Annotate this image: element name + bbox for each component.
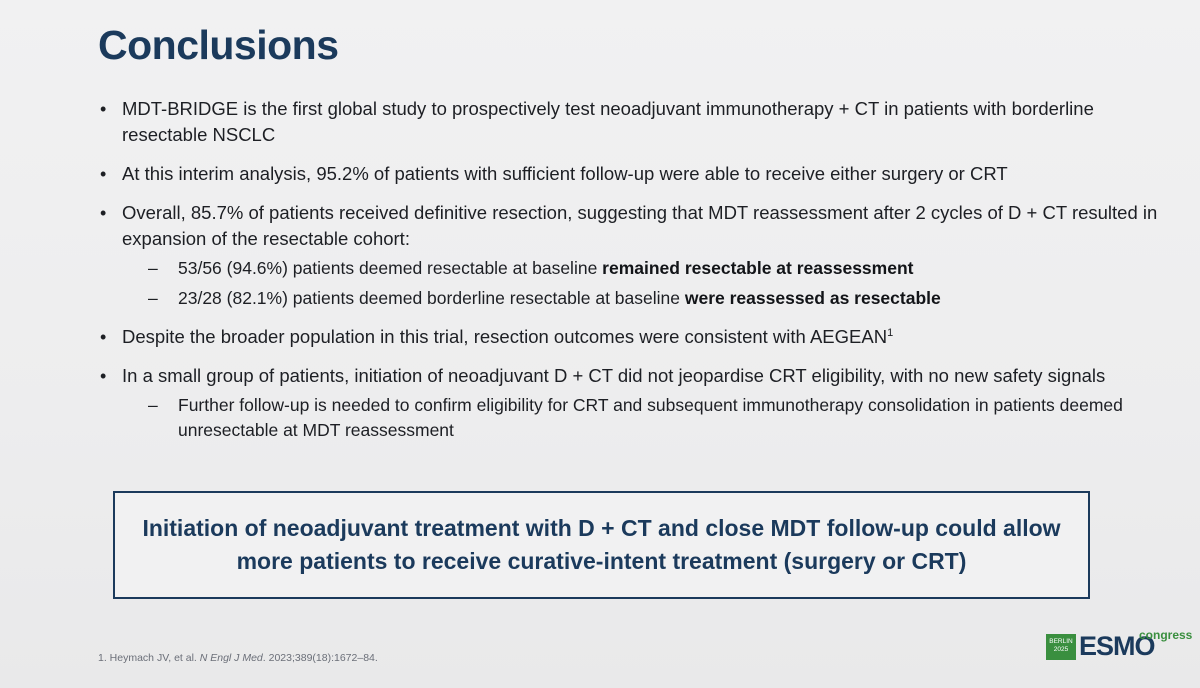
bullet-3-sublist [122,256,1180,311]
bullet-2 [100,161,1180,187]
badge-line-2: 2025 [1053,646,1069,653]
bullet-3 [100,200,1180,311]
bullet-2-text: At this interim analysis, 95.2% of patients with sufficient follow-up were able to receive either surgery or CRT [122,163,1008,184]
footnote-journal: N Engl J Med [199,652,263,664]
bullet-5-sub-1 [122,393,1180,443]
berlin-2025-badge [1046,634,1076,660]
page-title: Conclusions [98,22,339,68]
sub-1-text: 53/56 (94.6%) patients deemed resectable at baseline [178,258,603,278]
bullet-4-text: Despite the broader population in this trial, resection outcomes were consistent with AEGEAN [122,326,888,347]
esmo-congress-logo [1046,628,1193,662]
sub-2-text: 23/28 (82.1%) patients deemed borderline resectable at baseline [178,288,685,308]
bullet-4 [100,324,1180,350]
bullet-5 [100,363,1180,443]
sub-1-bold: remained resectable at reassessment [602,258,914,278]
bullet-5-sublist [122,393,1180,443]
badge-line-1: BERLIN [1049,638,1073,645]
bullet-3-text: Overall, 85.7% of patients received definitive resection, suggesting that MDT reassessment after 2 cycles of D + CT resulted in expansion of the resectable cohort: [122,202,1158,249]
logo-congress-text: congress [1139,628,1193,642]
callout-text: Initiation of neoadjuvant treatment with D + CT and close MDT follow-up could allow more patients to receive curative-intent treatment (surgery or CRT) [142,515,1061,574]
bullet-5-sub-1-text: Further follow-up is needed to confirm eligibility for CRT and subsequent immunotherapy consolidation in patients deemed unresectable at MDT reassessment [178,395,1123,440]
footnote [98,652,378,664]
bullet-3-sub-2 [122,286,1180,311]
bullet-4-ref: 1 [887,326,894,339]
sub-2-bold: were reassessed as resectable [684,288,941,308]
bullet-3-sub-1 [122,256,1180,281]
bullet-1-text: MDT-BRIDGE is the first global study to prospectively test neoadjuvant immunotherapy + CT in patients with borderline resectable NSCLC [122,98,1094,145]
bullet-5-text: In a small group of patients, initiation of neoadjuvant D + CT did not jeopardise CRT eligibility, with no new safety signals [122,365,1106,386]
conclusion-callout-box [113,491,1090,599]
conclusions-list [100,96,1180,456]
bullet-1 [100,96,1180,148]
footnote-suffix: . 2023;389(18):1672–84. [262,652,378,664]
logo-wordmark: ESMO [1079,631,1155,661]
footnote-prefix: 1. Heymach JV, et al. [98,652,200,664]
